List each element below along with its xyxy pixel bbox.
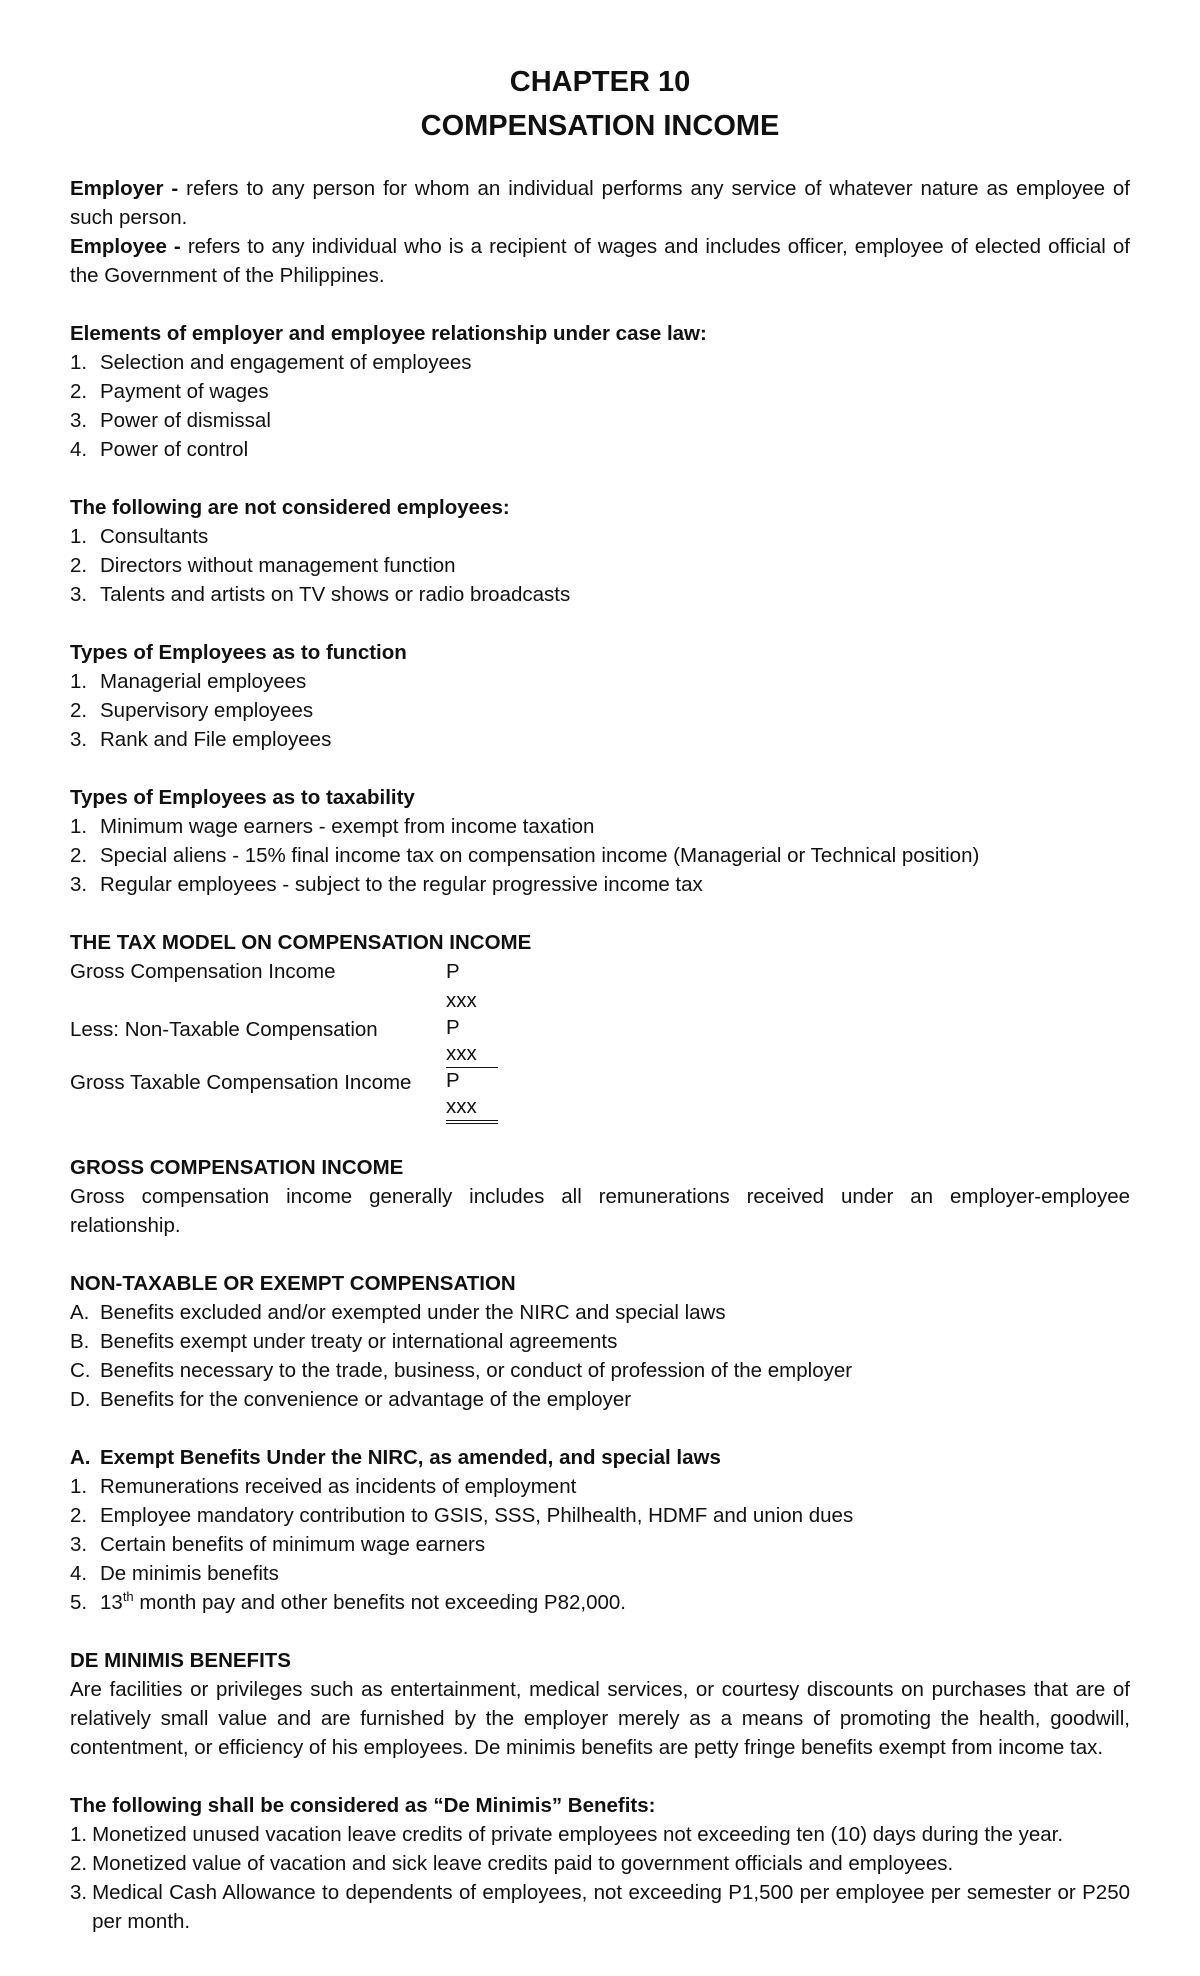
list-item xyxy=(70,1385,1130,1414)
item-number: 5. xyxy=(70,1591,88,1614)
document-page xyxy=(70,60,1130,1936)
section-heading: NON-TAXABLE OR EXEMPT COMPENSATION xyxy=(70,1272,516,1295)
item-number: 2. xyxy=(70,1504,88,1527)
item-number: 3. xyxy=(70,583,88,606)
tax-model-amount xyxy=(446,1068,498,1124)
list-item xyxy=(70,812,1130,841)
item-text: De minimis benefits xyxy=(100,1562,279,1585)
list-item xyxy=(70,1501,1130,1530)
paragraph: Are facilities or privileges such as entertainment, medical services, or courtesy discounts on purchases that are of relatively small value and are furnished by the employer merely as a means of promoting the health, goodwill, contentment, or efficiency of his employees. De minimis benefits are petty fringe benefits exempt from income tax. xyxy=(70,1678,1130,1759)
amount-value: xxx xyxy=(446,989,477,1012)
list-item xyxy=(70,377,1130,406)
currency-symbol: P xyxy=(446,960,460,983)
list-item xyxy=(70,406,1130,435)
item-text: Benefits exempt under treaty or international agreements xyxy=(100,1330,618,1353)
item-number: 2. xyxy=(70,554,88,577)
tax-model-section xyxy=(70,928,1130,1124)
section-heading: Types of Employees as to function xyxy=(70,641,407,664)
list-item xyxy=(70,1298,1130,1327)
tax-model-table xyxy=(70,957,1130,1124)
currency-symbol: P xyxy=(446,1016,460,1039)
item-number: 1. xyxy=(70,1823,88,1846)
item-number: C. xyxy=(70,1359,91,1382)
item-number: 1. xyxy=(70,815,88,838)
item-number: 2. xyxy=(70,844,88,867)
item-number: D. xyxy=(70,1388,91,1411)
employer-term: Employer - xyxy=(70,177,179,200)
tax-model-label: Gross Compensation Income xyxy=(70,960,336,983)
item-number: A. xyxy=(70,1301,90,1324)
chapter-number: CHAPTER 10 xyxy=(509,66,691,98)
employer-definition xyxy=(70,174,1130,232)
item-text: Selection and engagement of employees xyxy=(100,351,472,374)
types-taxability-list xyxy=(70,812,1130,899)
section-heading: GROSS COMPENSATION INCOME xyxy=(70,1156,404,1179)
list-item xyxy=(70,551,1130,580)
item-text: Benefits necessary to the trade, business, or conduct of profession of the employer xyxy=(100,1359,853,1382)
item-text: Employee mandatory contribution to GSIS, SSS, Philhealth, HDMF and union dues xyxy=(100,1504,854,1527)
de-minimis-list-section xyxy=(70,1791,1130,1936)
section-heading: The following shall be considered as “De Minimis” Benefits: xyxy=(70,1794,656,1817)
elements-list xyxy=(70,348,1130,464)
item-text: Benefits excluded and/or exempted under the NIRC and special laws xyxy=(100,1301,726,1324)
item-number: 1. xyxy=(70,1475,88,1498)
item-text: Power of dismissal xyxy=(100,409,271,432)
item-text: Rank and File employees xyxy=(100,728,332,751)
list-item xyxy=(70,841,1130,870)
list-item xyxy=(70,348,1130,377)
item-text: Medical Cash Allowance to dependents of employees, not exceeding P1,500 per employee per semester or P250 per month. xyxy=(92,1881,1130,1933)
item-number: 3. xyxy=(70,1533,88,1556)
item-number: 4. xyxy=(70,1562,88,1585)
not-employees-list xyxy=(70,522,1130,609)
item-number: 3. xyxy=(70,409,88,432)
ordinal-suffix: th xyxy=(122,1589,134,1605)
section-heading: THE TAX MODEL ON COMPENSATION INCOME xyxy=(70,931,532,954)
list-item xyxy=(70,1878,1130,1936)
list-item xyxy=(70,1588,1130,1617)
item-text xyxy=(100,1588,626,1617)
item-number: 3. xyxy=(70,728,88,751)
de-minimis-list xyxy=(70,1820,1130,1936)
item-number: 3. xyxy=(70,873,88,896)
tax-model-amount xyxy=(446,1015,498,1068)
list-item xyxy=(70,870,1130,899)
item-number: 1. xyxy=(70,525,88,548)
item-number: 3. xyxy=(70,1881,88,1904)
list-item xyxy=(70,696,1130,725)
chapter-title-block xyxy=(70,60,1130,148)
employee-definition xyxy=(70,232,1130,290)
item-number: 2. xyxy=(70,699,88,722)
item-number: 2. xyxy=(70,1852,88,1875)
ordinal-number: 13 xyxy=(100,1591,123,1614)
list-item xyxy=(70,1530,1130,1559)
item-text: Minimum wage earners - exempt from income taxation xyxy=(100,815,595,838)
not-employees-section xyxy=(70,493,1130,609)
item-text: Certain benefits of minimum wage earners xyxy=(100,1533,486,1556)
exempt-benefits-list xyxy=(70,1472,1130,1617)
heading-text: Exempt Benefits Under the NIRC, as amended, and special laws xyxy=(100,1446,721,1469)
item-text: Supervisory employees xyxy=(100,699,314,722)
item-text-rest: month pay and other benefits not exceeding P82,000. xyxy=(133,1591,627,1614)
non-taxable-list xyxy=(70,1298,1130,1414)
item-text: Talents and artists on TV shows or radio broadcasts xyxy=(100,583,571,606)
section-heading: Elements of employer and employee relationship under case law: xyxy=(70,322,707,345)
item-text: Consultants xyxy=(100,525,209,548)
list-item xyxy=(70,667,1130,696)
list-item xyxy=(70,1356,1130,1385)
amount-value: xxx xyxy=(446,1095,477,1118)
gross-compensation-section xyxy=(70,1153,1130,1240)
list-item xyxy=(70,725,1130,754)
types-function-section xyxy=(70,638,1130,754)
de-minimis-section xyxy=(70,1646,1130,1762)
list-item xyxy=(70,580,1130,609)
item-number: 1. xyxy=(70,670,88,693)
employee-text: refers to any individual who is a recipient of wages and includes officer, employee of elected official of the Government of the Philippines. xyxy=(70,235,1130,287)
tax-model-label: Less: Non-Taxable Compensation xyxy=(70,1018,378,1041)
item-number: 2. xyxy=(70,380,88,403)
item-text: Directors without management function xyxy=(100,554,456,577)
item-text: Special aliens - 15% final income tax on compensation income (Managerial or Technical position) xyxy=(100,844,980,867)
list-item xyxy=(70,1559,1130,1588)
section-heading: Types of Employees as to taxability xyxy=(70,786,415,809)
section-heading: DE MINIMIS BENEFITS xyxy=(70,1649,291,1672)
tax-model-label: Gross Taxable Compensation Income xyxy=(70,1071,412,1094)
tax-model-amount xyxy=(446,957,498,1015)
item-number: B. xyxy=(70,1330,90,1353)
item-text: Benefits for the convenience or advantage of the employer xyxy=(100,1388,632,1411)
paragraph: Gross compensation income generally includes all remunerations received under an employer-employee relationship. xyxy=(70,1185,1130,1237)
item-text: Monetized unused vacation leave credits of private employees not exceeding ten (10) days during the year. xyxy=(92,1823,1064,1846)
item-text: Payment of wages xyxy=(100,380,269,403)
list-item xyxy=(70,522,1130,551)
types-function-list xyxy=(70,667,1130,754)
types-taxability-section xyxy=(70,783,1130,899)
item-text: Managerial employees xyxy=(100,670,307,693)
employee-term: Employee - xyxy=(70,235,181,258)
section-heading: The following are not considered employees: xyxy=(70,496,510,519)
list-item xyxy=(70,1472,1130,1501)
item-text: Power of control xyxy=(100,438,249,461)
item-number: 1. xyxy=(70,351,88,374)
list-item xyxy=(70,1849,1130,1878)
non-taxable-section xyxy=(70,1269,1130,1414)
item-number: 4. xyxy=(70,438,88,461)
heading-number: A. xyxy=(70,1446,91,1469)
list-item xyxy=(70,435,1130,464)
item-text: Monetized value of vacation and sick leave credits paid to government officials and employees. xyxy=(92,1852,954,1875)
employer-text: refers to any person for whom an individual performs any service of whatever nature as employee of such person. xyxy=(70,177,1130,229)
elements-section xyxy=(70,319,1130,464)
item-text: Remunerations received as incidents of employment xyxy=(100,1475,577,1498)
exempt-benefits-section xyxy=(70,1443,1130,1617)
amount-value: xxx xyxy=(446,1042,477,1065)
list-item xyxy=(70,1820,1130,1849)
definitions xyxy=(70,174,1130,290)
item-text: Regular employees - subject to the regular progressive income tax xyxy=(100,873,703,896)
list-item xyxy=(70,1327,1130,1356)
currency-symbol: P xyxy=(446,1069,460,1092)
chapter-title: COMPENSATION INCOME xyxy=(420,110,780,142)
section-heading xyxy=(70,1443,1130,1472)
